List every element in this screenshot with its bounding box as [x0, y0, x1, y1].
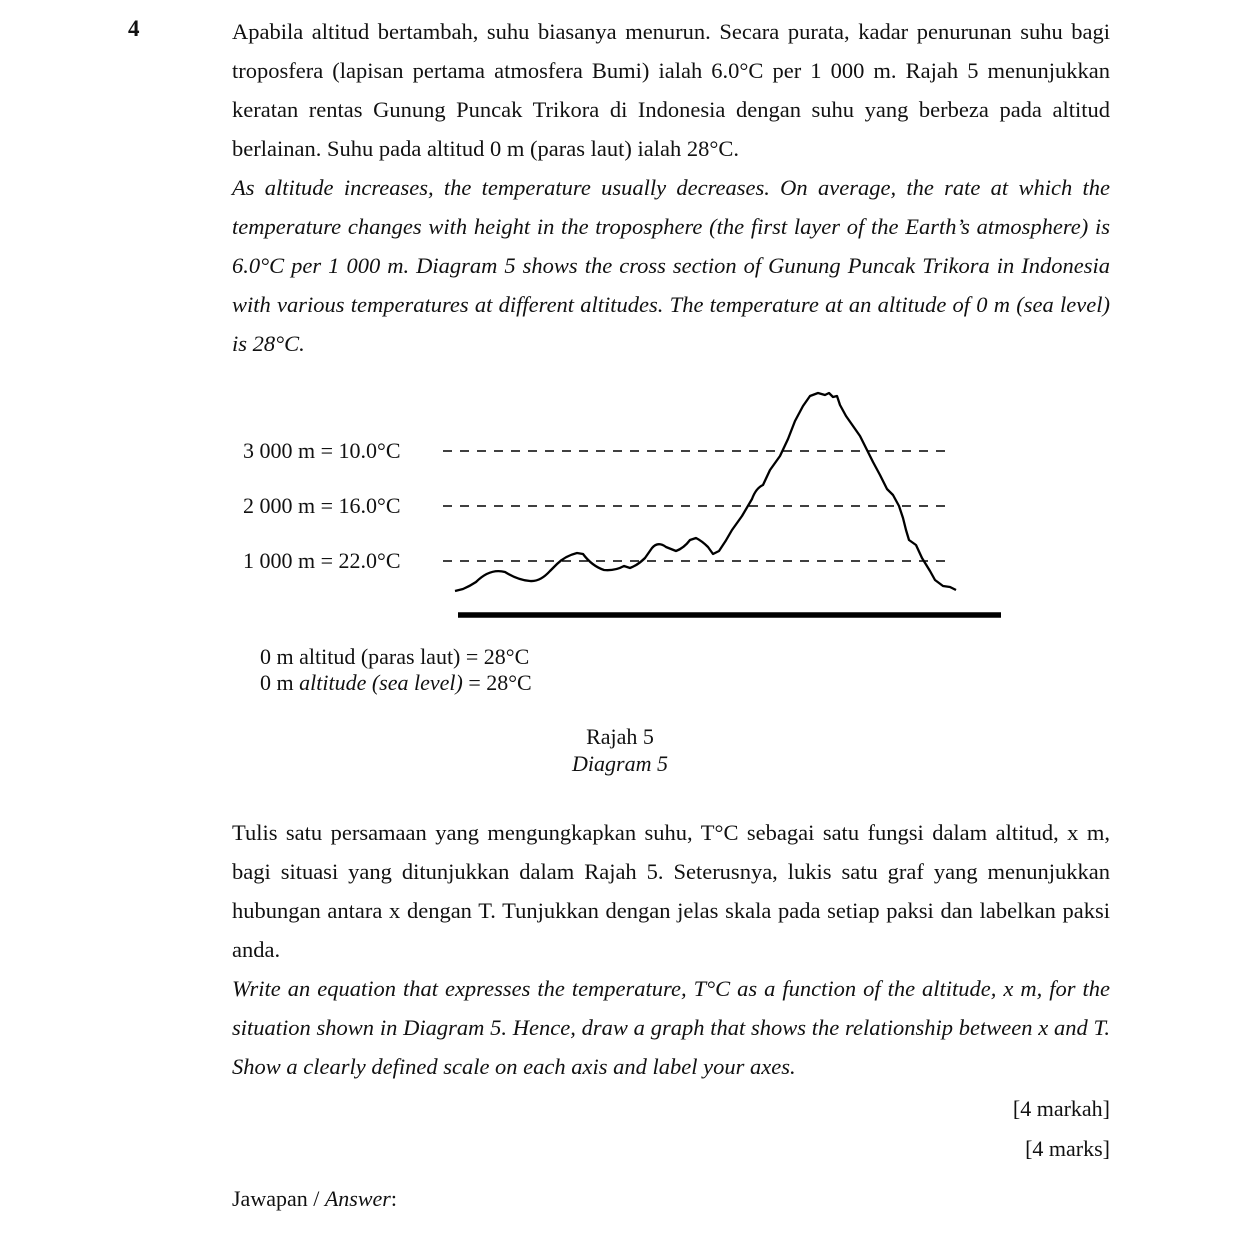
sea-level-label-malay: 0 m altitud (paras laut) = 28°C — [260, 644, 530, 669]
sea-level-english-tail: = 28°C — [462, 670, 532, 695]
answer-label-english: Answer — [324, 1186, 391, 1211]
question-number: 4 — [128, 16, 140, 41]
english-task-paragraph: Write an equation that expresses the temperature, T°C as a function of the altitude, x m, for the situation shown in Diagram 5. Hence, draw a graph that shows the relationship between x and T. Show a clearly defined scale on each axis and label your axes. — [232, 976, 1110, 1079]
caption-english: Diagram 5 — [572, 751, 668, 776]
marks-malay: [4 markah] — [1012, 1096, 1110, 1121]
answer-label-malay: Jawapan / — [232, 1186, 325, 1211]
malay-intro-paragraph: Apabila altitud bertambah, suhu biasanya menurun. Secara purata, kadar penurunan suhu bagi troposfera (lapisan pertama atmosfera Bumi) ialah 6.0°C per 1 000 m. Rajah 5 menunjukkan keratan rentas Gunung Puncak Trikora di Indonesia dengan suhu yang berbeza pada altitud berlainan. Suhu pada altitud 0 m (paras laut) ialah 28°C. — [232, 19, 1110, 161]
sea-level-label-english — [260, 670, 532, 696]
answer-label — [232, 1186, 397, 1212]
malay-task-paragraph: Tulis satu persamaan yang mengungkapkan suhu, T°C sebagai satu fungsi dalam altitud, x m, bagi situasi yang ditunjukkan dalam Rajah 5. Seterusnya, lukis satu graf yang menunjukkan hubungan antara x dengan T. Tunjukkan dengan jelas skala pada setiap paksi dan labelkan paksi anda. — [232, 820, 1110, 962]
level-label-1000: 1 000 m = 22.0°C — [243, 548, 401, 573]
level-label-2000: 2 000 m = 16.0°C — [243, 493, 401, 518]
sea-level-english-italic: altitude (sea level) — [299, 670, 463, 695]
sea-level-english-num: 0 m — [260, 670, 300, 695]
english-intro-paragraph: As altitude increases, the temperature usually decreases. On average, the rate at which the temperature changes with height in the troposphere (the first layer of the Earth’s atmosphere) is 6.0°C per 1 000 m. Diagram 5 shows the cross section of Gunung Puncak Trikora in Indonesia with various temperatures at different altitudes. The temperature at an altitude of 0 m (sea level) is 28°C. — [232, 175, 1110, 356]
caption-malay: Rajah 5 — [586, 724, 654, 749]
answer-colon: : — [390, 1186, 397, 1211]
mountain-cross-section — [230, 380, 1020, 630]
level-label-3000: 3 000 m = 10.0°C — [243, 438, 401, 463]
marks-english: [4 marks] — [1025, 1136, 1110, 1161]
